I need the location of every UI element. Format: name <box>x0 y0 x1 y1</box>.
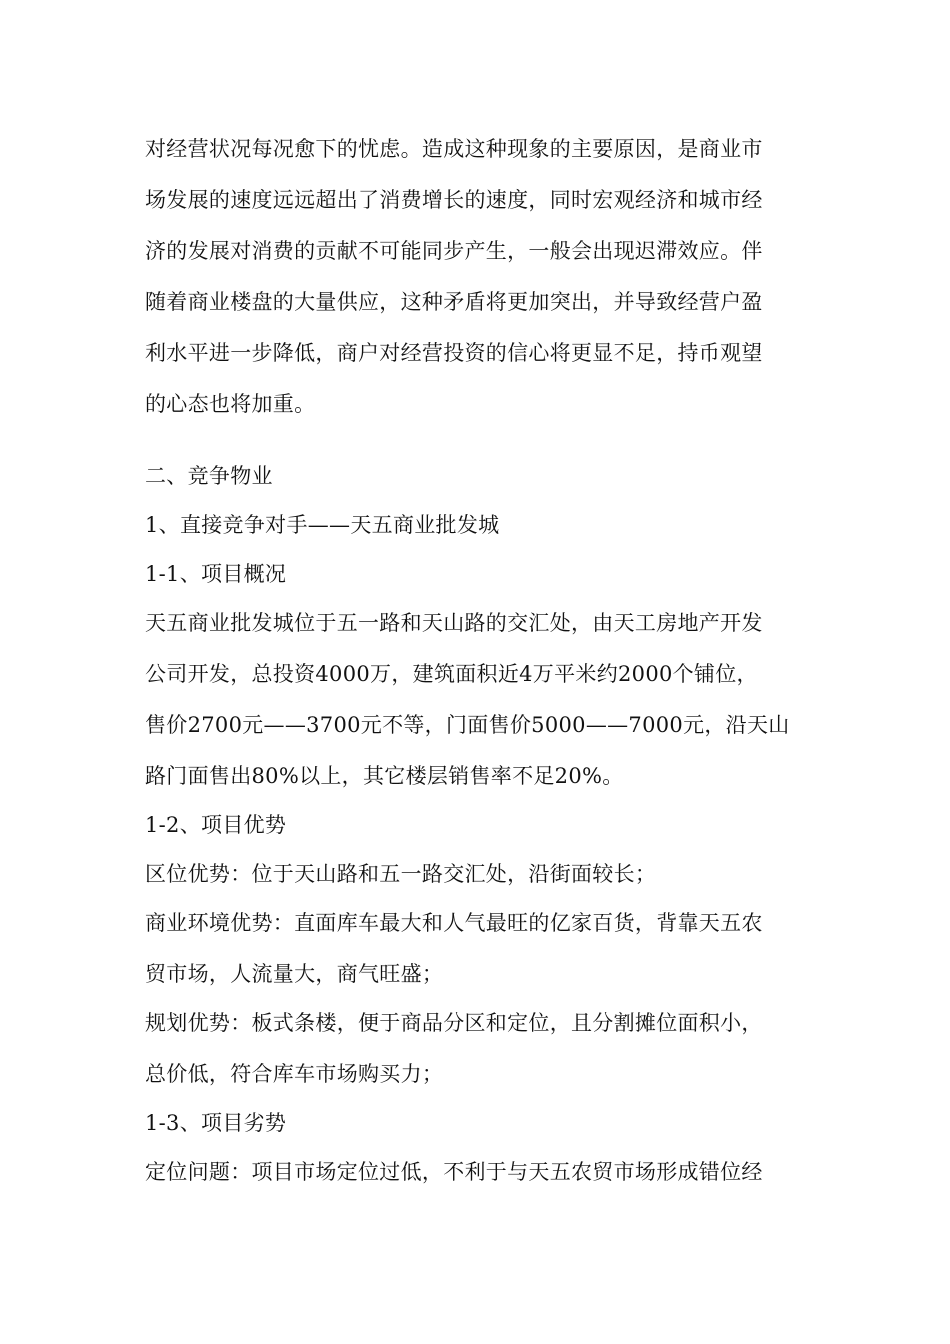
paragraph-line: 区位优势：位于天山路和五一路交汇处，沿街面较长； <box>145 862 657 886</box>
document-body <box>145 131 795 1205</box>
item-heading: 1-2、项目优势 <box>145 813 287 837</box>
item-heading: 1-3、项目劣势 <box>145 1111 287 1135</box>
paragraph-line: 定位问题：项目市场定位过低，不利于与天五农贸市场形成错位经 <box>145 1160 763 1184</box>
paragraph-line: 天五商业批发城位于五一路和天山路的交汇处，由天工房地产开发 <box>145 611 763 635</box>
item-heading: 1-1、项目概况 <box>145 562 287 586</box>
paragraph-line: 随着商业楼盘的大量供应，这种矛盾将更加突出，并导致经营户盈 <box>145 290 763 314</box>
paragraph-line: 商业环境优势：直面库车最大和人气最旺的亿家百货，背靠天五农 <box>145 911 763 935</box>
paragraph-line: 的心态也将加重。 <box>145 392 316 416</box>
paragraph-line: 规划优势：板式条楼，便于商品分区和定位，且分割摊位面积小， <box>145 1011 763 1035</box>
paragraph-line: 场发展的速度远远超出了消费增长的速度，同时宏观经济和城市经 <box>145 188 763 212</box>
paragraph-line: 公司开发，总投资4000万，建筑面积近4万平米约2000个铺位， <box>145 662 758 686</box>
paragraph-line: 售价2700元——3700元不等，门面售价5000——7000元，沿天山 <box>145 713 790 737</box>
paragraph-line: 路门面售出80%以上，其它楼层销售率不足20%。 <box>145 764 624 788</box>
paragraph-line: 贸市场，人流量大，商气旺盛； <box>145 962 444 986</box>
paragraph-line: 济的发展对消费的贡献不可能同步产生，一般会出现迟滞效应。伴 <box>145 239 763 263</box>
paragraph-line: 利水平进一步降低，商户对经营投资的信心将更显不足，持币观望 <box>145 341 763 365</box>
paragraph-line: 对经营状况每况愈下的忧虑。造成这种现象的主要原因，是商业市 <box>145 137 763 161</box>
paragraph-spacer <box>145 437 795 458</box>
section-heading: 二、竞争物业 <box>145 464 273 488</box>
paragraph-line: 总价低，符合库车市场购买力； <box>145 1062 444 1086</box>
subsection-heading: 1、直接竞争对手——天五商业批发城 <box>145 513 500 537</box>
